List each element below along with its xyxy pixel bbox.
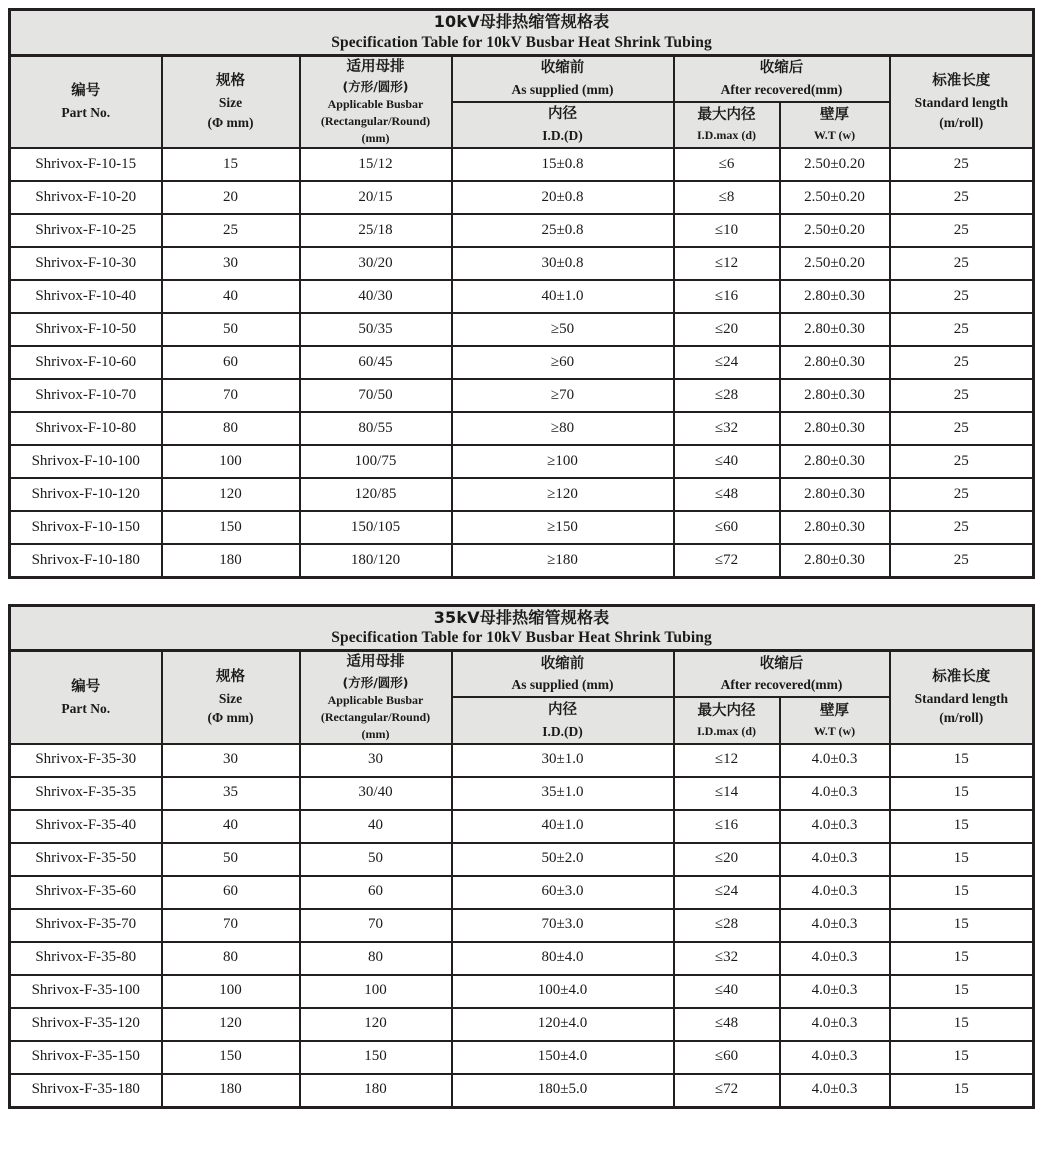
cell-wall-thickness: 4.0±0.3 <box>780 744 890 777</box>
cell-id-max: ≤72 <box>674 1074 780 1108</box>
cell-part-no: Shrivox-F-10-70 <box>10 379 162 412</box>
col-header-standard-length-unit: (m/roll) <box>939 710 984 726</box>
col-header-after-recovered-cn: 收缩后 <box>759 59 804 76</box>
cell-part-no: Shrivox-F-10-100 <box>10 445 162 478</box>
cell-inner-diameter: ≥100 <box>452 445 674 478</box>
table-row <box>10 247 1034 280</box>
cell-applicable-busbar: 20/15 <box>300 181 452 214</box>
col-header-busbar-cn: 适用母排 <box>346 58 405 75</box>
cell-applicable-busbar: 40/30 <box>300 280 452 313</box>
table-10kv <box>8 8 1035 579</box>
cell-id-max: ≤28 <box>674 379 780 412</box>
cell-part-no: Shrivox-F-35-100 <box>10 975 162 1008</box>
cell-standard-length: 25 <box>890 280 1034 313</box>
col-header-inner-diameter <box>452 102 674 148</box>
cell-id-max: ≤32 <box>674 412 780 445</box>
cell-part-no: Shrivox-F-35-35 <box>10 777 162 810</box>
col-header-size-unit: (Φ mm) <box>207 114 254 130</box>
cell-size: 60 <box>162 346 300 379</box>
col-header-standard-length-en: Standard length <box>914 94 1008 110</box>
table-title-row <box>10 10 1034 56</box>
cell-id-max: ≤20 <box>674 843 780 876</box>
table-row <box>10 975 1034 1008</box>
cell-id-max: ≤28 <box>674 909 780 942</box>
cell-wall-thickness: 4.0±0.3 <box>780 810 890 843</box>
col-header-inner-diameter-cn: 内径 <box>548 106 577 123</box>
cell-inner-diameter: 30±0.8 <box>452 247 674 280</box>
table-row <box>10 810 1034 843</box>
cell-wall-thickness: 4.0±0.3 <box>780 909 890 942</box>
cell-applicable-busbar: 15/12 <box>300 148 452 181</box>
col-header-size <box>162 651 300 744</box>
table-row <box>10 1041 1034 1074</box>
cell-wall-thickness: 4.0±0.3 <box>780 876 890 909</box>
cell-id-max: ≤40 <box>674 975 780 1008</box>
cell-inner-diameter: ≥80 <box>452 412 674 445</box>
table-row <box>10 876 1034 909</box>
cell-wall-thickness: 2.80±0.30 <box>780 379 890 412</box>
col-header-id-max-cn: 最大内径 <box>697 107 756 124</box>
cell-part-no: Shrivox-F-10-40 <box>10 280 162 313</box>
table-row <box>10 313 1034 346</box>
col-header-wall-thickness <box>780 102 890 148</box>
cell-part-no: Shrivox-F-10-80 <box>10 412 162 445</box>
col-header-busbar-unit: (mm) <box>361 726 390 741</box>
cell-applicable-busbar: 100 <box>300 975 452 1008</box>
col-header-wall-thickness-en: W.T (w) <box>813 723 856 738</box>
cell-standard-length: 25 <box>890 181 1034 214</box>
table-title-en: Specification Table for 10kV Busbar Heat Shrink Tubing <box>331 629 712 647</box>
table-row <box>10 280 1034 313</box>
cell-applicable-busbar: 120 <box>300 1008 452 1041</box>
cell-wall-thickness: 4.0±0.3 <box>780 1041 890 1074</box>
cell-wall-thickness: 2.80±0.30 <box>780 280 890 313</box>
cell-standard-length: 25 <box>890 148 1034 181</box>
cell-size: 25 <box>162 214 300 247</box>
table-row <box>10 214 1034 247</box>
cell-part-no: Shrivox-F-35-40 <box>10 810 162 843</box>
col-header-part-no-en: Part No. <box>61 104 111 120</box>
col-header-after-recovered-cn: 收缩后 <box>759 655 804 672</box>
cell-inner-diameter: ≥60 <box>452 346 674 379</box>
cell-id-max: ≤72 <box>674 544 780 578</box>
table-row <box>10 942 1034 975</box>
cell-part-no: Shrivox-F-35-50 <box>10 843 162 876</box>
col-header-size-unit: (Φ mm) <box>207 710 254 726</box>
cell-wall-thickness: 2.80±0.30 <box>780 445 890 478</box>
col-header-after-recovered-en: After recovered(mm) <box>720 81 843 97</box>
cell-id-max: ≤12 <box>674 247 780 280</box>
cell-id-max: ≤48 <box>674 1008 780 1041</box>
cell-applicable-busbar: 50/35 <box>300 313 452 346</box>
col-header-standard-length <box>890 55 1034 148</box>
cell-inner-diameter: ≥120 <box>452 478 674 511</box>
col-header-wall-thickness <box>780 697 890 743</box>
cell-standard-length: 15 <box>890 810 1034 843</box>
col-header-standard-length-unit: (m/roll) <box>939 114 984 130</box>
cell-id-max: ≤14 <box>674 777 780 810</box>
cell-applicable-busbar: 70/50 <box>300 379 452 412</box>
cell-size: 20 <box>162 181 300 214</box>
cell-wall-thickness: 4.0±0.3 <box>780 975 890 1008</box>
table-35kv <box>8 604 1035 1109</box>
cell-wall-thickness: 2.80±0.30 <box>780 313 890 346</box>
col-header-after-recovered <box>674 651 890 698</box>
cell-standard-length: 25 <box>890 445 1034 478</box>
cell-inner-diameter: 150±4.0 <box>452 1041 674 1074</box>
cell-part-no: Shrivox-F-35-70 <box>10 909 162 942</box>
cell-size: 80 <box>162 942 300 975</box>
cell-inner-diameter: ≥50 <box>452 313 674 346</box>
cell-size: 40 <box>162 280 300 313</box>
cell-standard-length: 25 <box>890 247 1034 280</box>
col-header-wall-thickness-cn: 壁厚 <box>820 107 849 124</box>
cell-part-no: Shrivox-F-10-30 <box>10 247 162 280</box>
cell-size: 80 <box>162 412 300 445</box>
cell-wall-thickness: 4.0±0.3 <box>780 777 890 810</box>
cell-standard-length: 15 <box>890 909 1034 942</box>
cell-wall-thickness: 2.80±0.30 <box>780 478 890 511</box>
col-header-busbar-en: Applicable Busbar <box>327 693 424 708</box>
cell-wall-thickness: 2.80±0.30 <box>780 346 890 379</box>
cell-size: 30 <box>162 744 300 777</box>
cell-inner-diameter: ≥150 <box>452 511 674 544</box>
cell-applicable-busbar: 30/40 <box>300 777 452 810</box>
col-header-standard-length <box>890 651 1034 744</box>
cell-wall-thickness: 4.0±0.3 <box>780 942 890 975</box>
table-row <box>10 148 1034 181</box>
col-header-inner-diameter-en: I.D.(D) <box>542 723 583 739</box>
cell-size: 70 <box>162 909 300 942</box>
cell-standard-length: 25 <box>890 214 1034 247</box>
cell-size: 180 <box>162 544 300 578</box>
table-row <box>10 445 1034 478</box>
cell-wall-thickness: 2.50±0.20 <box>780 214 890 247</box>
col-header-id-max <box>674 697 780 743</box>
col-header-part-no <box>10 55 162 148</box>
table-title-row <box>10 605 1034 651</box>
col-header-busbar-cn: 适用母排 <box>346 654 405 671</box>
cell-part-no: Shrivox-F-10-180 <box>10 544 162 578</box>
table-row <box>10 511 1034 544</box>
cell-part-no: Shrivox-F-10-150 <box>10 511 162 544</box>
tables-container <box>8 8 1032 1109</box>
cell-inner-diameter: 180±5.0 <box>452 1074 674 1108</box>
cell-standard-length: 25 <box>890 313 1034 346</box>
col-header-busbar-en2: (Rectangular/Round) <box>320 114 431 129</box>
cell-applicable-busbar: 80/55 <box>300 412 452 445</box>
col-header-wall-thickness-cn: 壁厚 <box>820 703 849 720</box>
cell-standard-length: 25 <box>890 478 1034 511</box>
cell-size: 35 <box>162 777 300 810</box>
col-header-standard-length-en: Standard length <box>914 690 1008 706</box>
col-header-busbar-cn2: (方形/圆形) <box>342 79 409 95</box>
cell-applicable-busbar: 60 <box>300 876 452 909</box>
cell-id-max: ≤40 <box>674 445 780 478</box>
cell-part-no: Shrivox-F-35-120 <box>10 1008 162 1041</box>
cell-inner-diameter: ≥180 <box>452 544 674 578</box>
cell-inner-diameter: 50±2.0 <box>452 843 674 876</box>
cell-id-max: ≤6 <box>674 148 780 181</box>
cell-inner-diameter: 80±4.0 <box>452 942 674 975</box>
table-title-cell <box>10 605 1034 651</box>
col-header-inner-diameter <box>452 697 674 743</box>
col-header-applicable-busbar <box>300 651 452 744</box>
table-header <box>10 10 1034 148</box>
cell-part-no: Shrivox-F-10-60 <box>10 346 162 379</box>
cell-standard-length: 25 <box>890 346 1034 379</box>
col-header-size-en: Size <box>218 94 243 110</box>
cell-standard-length: 15 <box>890 1074 1034 1108</box>
col-header-inner-diameter-en: I.D.(D) <box>542 127 583 143</box>
cell-wall-thickness: 2.80±0.30 <box>780 544 890 578</box>
cell-standard-length: 15 <box>890 942 1034 975</box>
cell-id-max: ≤32 <box>674 942 780 975</box>
cell-inner-diameter: ≥70 <box>452 379 674 412</box>
cell-inner-diameter: 15±0.8 <box>452 148 674 181</box>
col-header-busbar-unit: (mm) <box>361 130 390 145</box>
cell-size: 30 <box>162 247 300 280</box>
cell-part-no: Shrivox-F-10-15 <box>10 148 162 181</box>
col-header-size-cn: 规格 <box>216 668 245 685</box>
cell-standard-length: 25 <box>890 412 1034 445</box>
cell-inner-diameter: 120±4.0 <box>452 1008 674 1041</box>
table-row <box>10 1074 1034 1108</box>
col-header-part-no-cn: 编号 <box>71 82 101 99</box>
cell-standard-length: 15 <box>890 1041 1034 1074</box>
cell-size: 60 <box>162 876 300 909</box>
table-row <box>10 544 1034 578</box>
col-header-as-supplied-cn: 收缩前 <box>540 59 585 76</box>
cell-part-no: Shrivox-F-10-20 <box>10 181 162 214</box>
cell-id-max: ≤48 <box>674 478 780 511</box>
col-header-size <box>162 55 300 148</box>
cell-size: 15 <box>162 148 300 181</box>
cell-id-max: ≤16 <box>674 810 780 843</box>
cell-inner-diameter: 100±4.0 <box>452 975 674 1008</box>
table-body <box>10 744 1034 1108</box>
cell-wall-thickness: 2.80±0.30 <box>780 412 890 445</box>
cell-standard-length: 25 <box>890 544 1034 578</box>
col-header-after-recovered <box>674 55 890 102</box>
cell-inner-diameter: 40±1.0 <box>452 810 674 843</box>
cell-inner-diameter: 20±0.8 <box>452 181 674 214</box>
cell-wall-thickness: 4.0±0.3 <box>780 1074 890 1108</box>
cell-wall-thickness: 4.0±0.3 <box>780 843 890 876</box>
col-header-id-max <box>674 102 780 148</box>
col-header-id-max-en: I.D.max (d) <box>697 128 756 143</box>
cell-part-no: Shrivox-F-35-80 <box>10 942 162 975</box>
cell-wall-thickness: 4.0±0.3 <box>780 1008 890 1041</box>
cell-applicable-busbar: 80 <box>300 942 452 975</box>
cell-id-max: ≤10 <box>674 214 780 247</box>
col-header-inner-diameter-cn: 内径 <box>548 701 577 718</box>
cell-size: 180 <box>162 1074 300 1108</box>
table-row <box>10 478 1034 511</box>
cell-applicable-busbar: 180 <box>300 1074 452 1108</box>
cell-inner-diameter: 30±1.0 <box>452 744 674 777</box>
cell-applicable-busbar: 30 <box>300 744 452 777</box>
cell-size: 150 <box>162 1041 300 1074</box>
col-header-busbar-cn2: (方形/圆形) <box>342 675 409 691</box>
col-header-part-no-en: Part No. <box>61 700 111 716</box>
col-header-busbar-en2: (Rectangular/Round) <box>320 709 431 724</box>
col-header-applicable-busbar <box>300 55 452 148</box>
table-row <box>10 379 1034 412</box>
cell-inner-diameter: 40±1.0 <box>452 280 674 313</box>
cell-applicable-busbar: 30/20 <box>300 247 452 280</box>
cell-applicable-busbar: 50 <box>300 843 452 876</box>
cell-applicable-busbar: 120/85 <box>300 478 452 511</box>
table-row <box>10 744 1034 777</box>
cell-standard-length: 25 <box>890 511 1034 544</box>
cell-wall-thickness: 2.50±0.20 <box>780 148 890 181</box>
cell-applicable-busbar: 150/105 <box>300 511 452 544</box>
col-header-wall-thickness-en: W.T (w) <box>813 128 856 143</box>
cell-id-max: ≤24 <box>674 876 780 909</box>
col-header-as-supplied-cn: 收缩前 <box>540 655 585 672</box>
cell-applicable-busbar: 60/45 <box>300 346 452 379</box>
cell-inner-diameter: 60±3.0 <box>452 876 674 909</box>
col-header-busbar-en: Applicable Busbar <box>327 97 424 112</box>
col-header-id-max-cn: 最大内径 <box>697 703 756 720</box>
cell-wall-thickness: 2.80±0.30 <box>780 511 890 544</box>
table-title-cn: 35kV母排热缩管规格表 <box>433 607 610 627</box>
cell-applicable-busbar: 40 <box>300 810 452 843</box>
cell-size: 100 <box>162 975 300 1008</box>
table-row <box>10 346 1034 379</box>
table-header <box>10 605 1034 743</box>
table-row <box>10 181 1034 214</box>
col-header-as-supplied-en: As supplied (mm) <box>511 677 614 693</box>
header-row-primary <box>10 651 1034 698</box>
cell-applicable-busbar: 150 <box>300 1041 452 1074</box>
col-header-part-no <box>10 651 162 744</box>
cell-size: 50 <box>162 313 300 346</box>
table-title-cn: 10kV母排热缩管规格表 <box>433 12 610 31</box>
cell-size: 70 <box>162 379 300 412</box>
table-row <box>10 1008 1034 1041</box>
cell-applicable-busbar: 180/120 <box>300 544 452 578</box>
cell-part-no: Shrivox-F-35-30 <box>10 744 162 777</box>
cell-standard-length: 25 <box>890 379 1034 412</box>
cell-applicable-busbar: 100/75 <box>300 445 452 478</box>
cell-id-max: ≤16 <box>674 280 780 313</box>
cell-size: 100 <box>162 445 300 478</box>
cell-inner-diameter: 70±3.0 <box>452 909 674 942</box>
cell-standard-length: 15 <box>890 744 1034 777</box>
cell-applicable-busbar: 70 <box>300 909 452 942</box>
cell-size: 150 <box>162 511 300 544</box>
cell-part-no: Shrivox-F-35-180 <box>10 1074 162 1108</box>
cell-id-max: ≤60 <box>674 1041 780 1074</box>
col-header-as-supplied <box>452 651 674 698</box>
cell-part-no: Shrivox-F-10-25 <box>10 214 162 247</box>
table-title-cell <box>10 10 1034 56</box>
col-header-standard-length-cn: 标准长度 <box>932 668 991 685</box>
table-row <box>10 909 1034 942</box>
cell-id-max: ≤8 <box>674 181 780 214</box>
cell-standard-length: 15 <box>890 777 1034 810</box>
cell-id-max: ≤20 <box>674 313 780 346</box>
cell-part-no: Shrivox-F-10-120 <box>10 478 162 511</box>
table-title-en: Specification Table for 10kV Busbar Heat Shrink Tubing <box>331 33 712 51</box>
header-row-primary <box>10 55 1034 102</box>
cell-standard-length: 15 <box>890 843 1034 876</box>
cell-part-no: Shrivox-F-35-150 <box>10 1041 162 1074</box>
cell-id-max: ≤12 <box>674 744 780 777</box>
col-header-as-supplied-en: As supplied (mm) <box>511 81 614 97</box>
cell-inner-diameter: 35±1.0 <box>452 777 674 810</box>
cell-size: 50 <box>162 843 300 876</box>
cell-applicable-busbar: 25/18 <box>300 214 452 247</box>
col-header-after-recovered-en: After recovered(mm) <box>720 677 843 693</box>
table-row <box>10 777 1034 810</box>
cell-part-no: Shrivox-F-35-60 <box>10 876 162 909</box>
cell-id-max: ≤24 <box>674 346 780 379</box>
cell-size: 120 <box>162 478 300 511</box>
table-row <box>10 412 1034 445</box>
cell-size: 120 <box>162 1008 300 1041</box>
col-header-standard-length-cn: 标准长度 <box>932 73 991 90</box>
cell-standard-length: 15 <box>890 876 1034 909</box>
cell-wall-thickness: 2.50±0.20 <box>780 247 890 280</box>
table-body <box>10 148 1034 578</box>
cell-size: 40 <box>162 810 300 843</box>
col-header-size-cn: 规格 <box>216 73 245 90</box>
col-header-size-en: Size <box>218 690 243 706</box>
col-header-part-no-cn: 编号 <box>71 678 101 695</box>
cell-id-max: ≤60 <box>674 511 780 544</box>
col-header-as-supplied <box>452 55 674 102</box>
cell-standard-length: 15 <box>890 1008 1034 1041</box>
table-row <box>10 843 1034 876</box>
cell-standard-length: 15 <box>890 975 1034 1008</box>
cell-part-no: Shrivox-F-10-50 <box>10 313 162 346</box>
cell-wall-thickness: 2.50±0.20 <box>780 181 890 214</box>
col-header-id-max-en: I.D.max (d) <box>697 723 756 738</box>
cell-inner-diameter: 25±0.8 <box>452 214 674 247</box>
